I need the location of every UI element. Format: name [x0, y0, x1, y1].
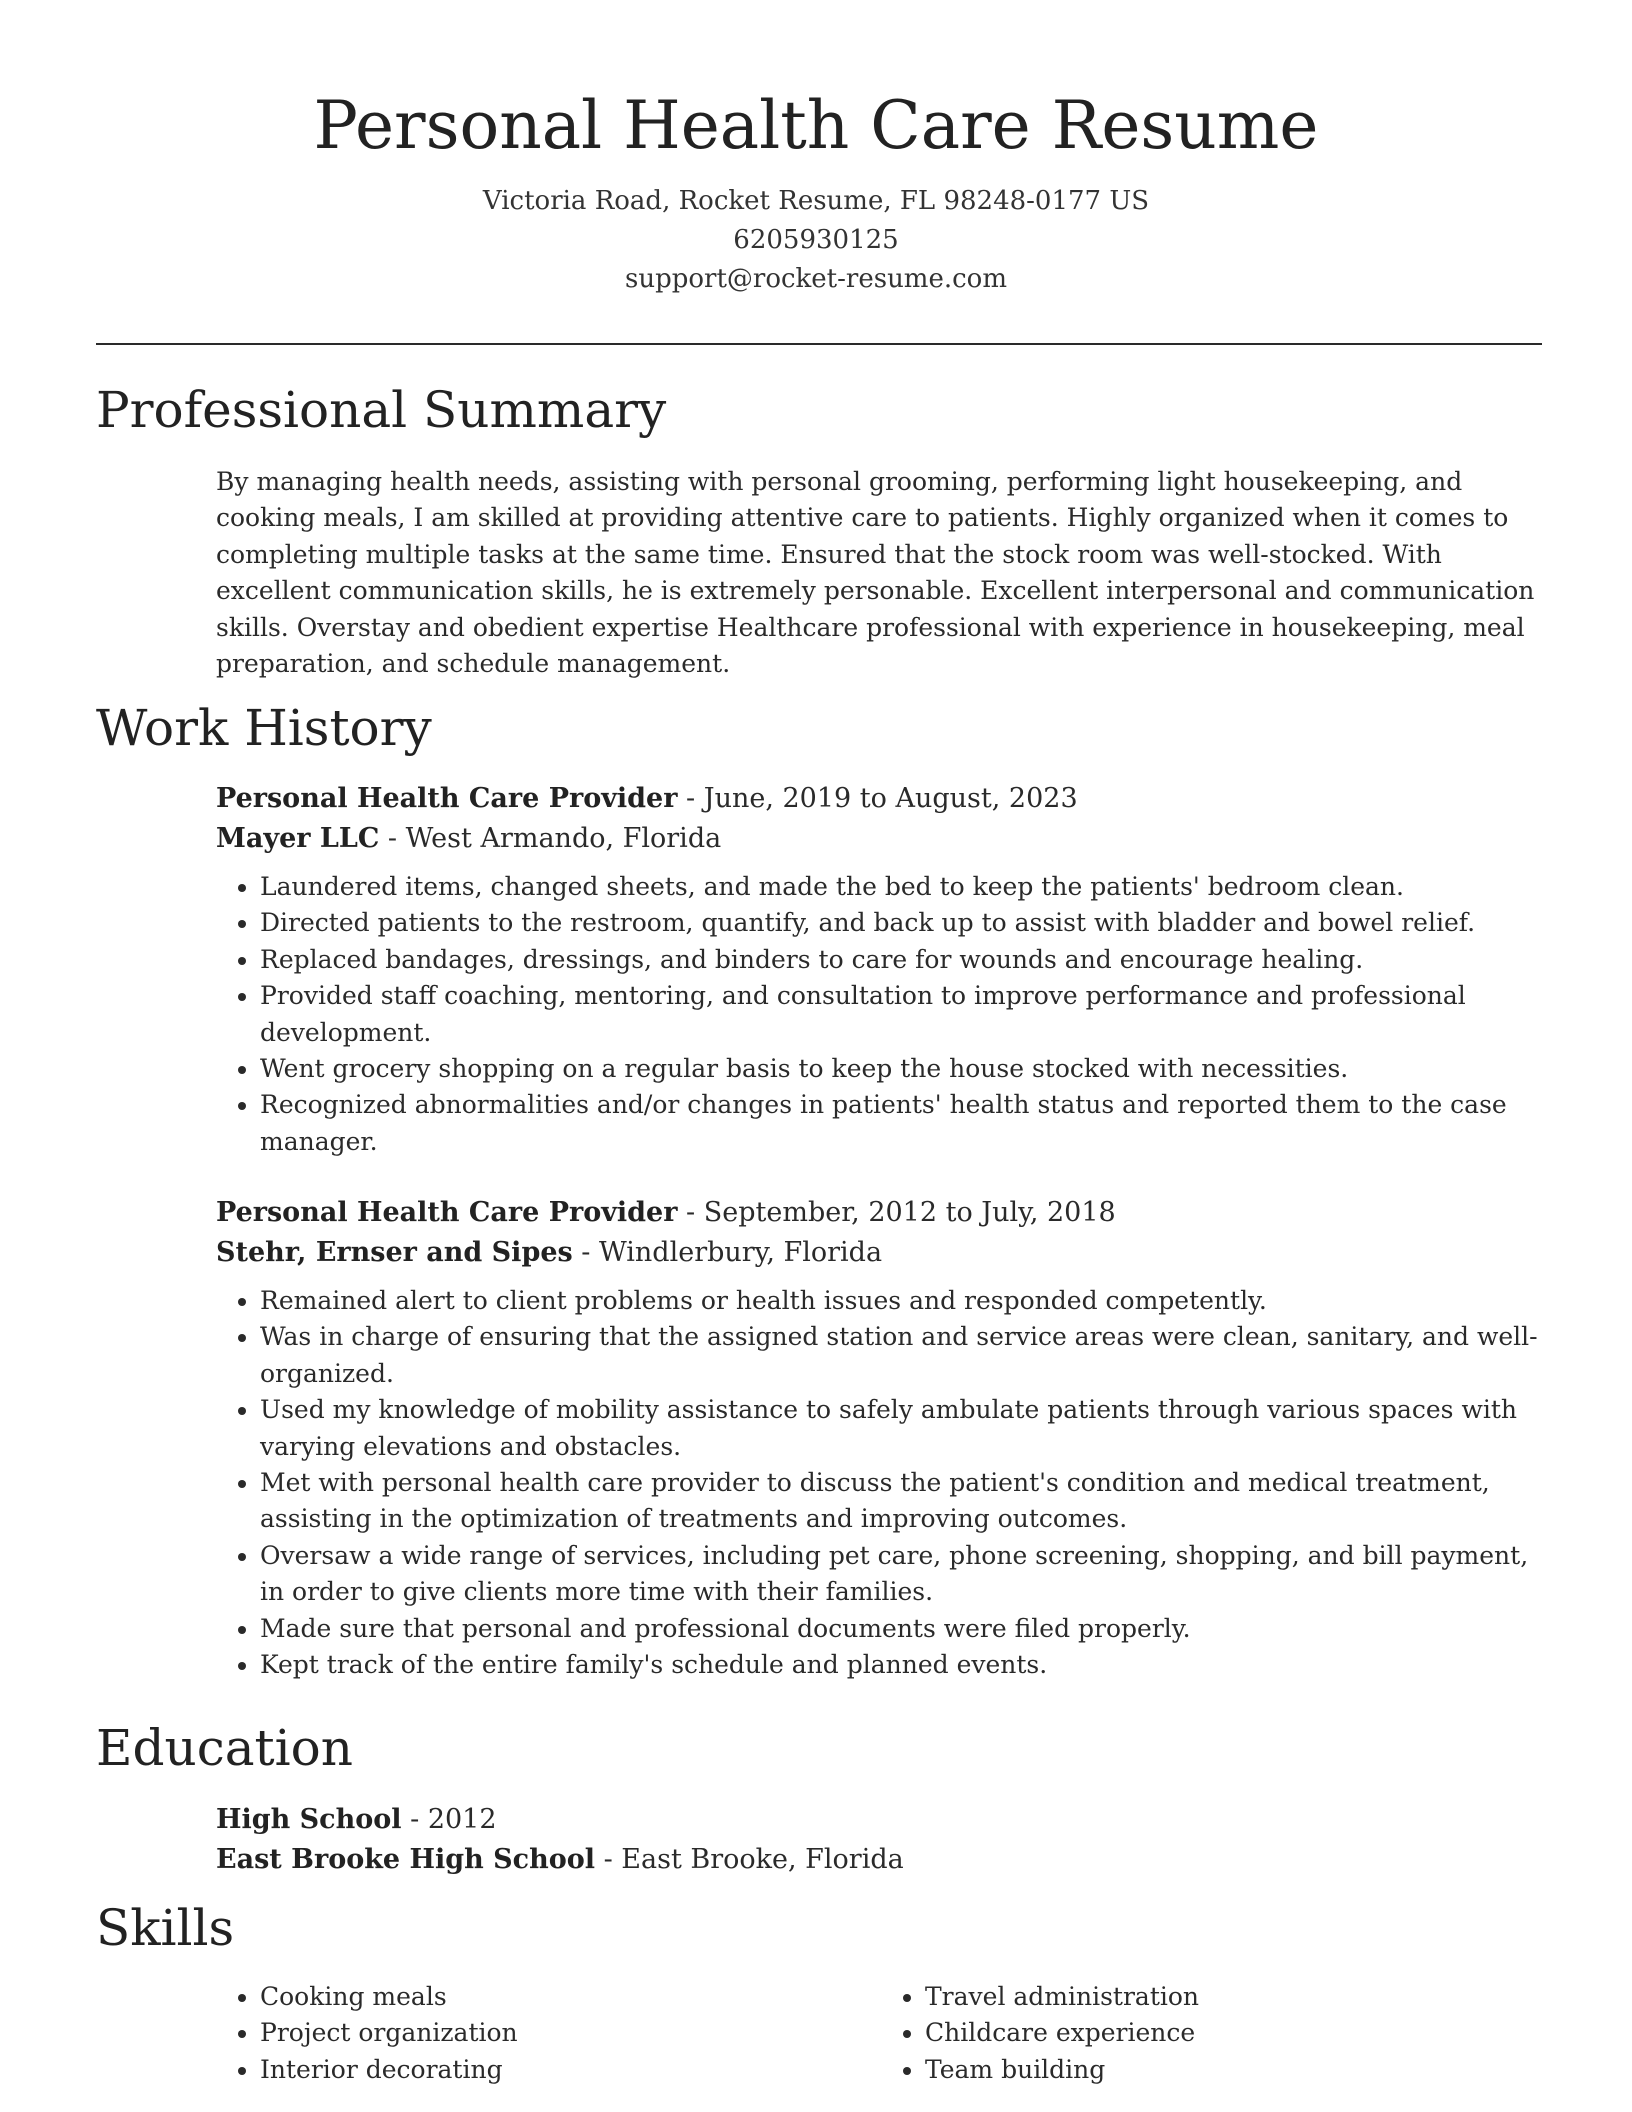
skills-columns: [216, 1979, 1546, 2088]
job-company: Stehr, Ernser and Sipes: [216, 1237, 573, 1268]
list-item: • Team building: [925, 2052, 1546, 2088]
skills-right-column: [881, 1979, 1546, 2088]
education-location: - East Brooke, Florida: [595, 1844, 904, 1875]
education-degree-line: [216, 1800, 1546, 1840]
list-item: • Kept track of the entire family's schedule and planned events.: [260, 1647, 1546, 1683]
contact-address: Victoria Road, Rocket Resume, FL 98248-0177 US: [482, 186, 1150, 216]
resume-header: [0, 0, 1632, 299]
job-dates: - September, 2012 to July, 2018: [677, 1197, 1116, 1228]
job-entry-1: [216, 779, 1546, 1160]
list-item: • Cooking meals: [260, 1979, 881, 2015]
education-degree: High School: [216, 1804, 402, 1835]
list-item: • Met with personal health care provider to discuss the patient's condition and medical treatment, assisting in the optimization of treatments and improving outcomes.: [260, 1465, 1546, 1538]
list-item: • Project organization: [260, 2015, 881, 2051]
job-bullets: [216, 1283, 1546, 1683]
list-item: • Interior decorating: [260, 2052, 881, 2088]
job-title: Personal Health Care Provider: [216, 783, 678, 814]
job-title-line: [216, 1193, 1546, 1233]
skills-heading: Skills: [96, 1899, 235, 1957]
list-item: • Used my knowledge of mobility assistance to safely ambulate patients through various spaces with varying elevations and obstacles.: [260, 1392, 1546, 1465]
summary-text: By managing health needs, assisting with personal grooming, performing light housekeeping, and cooking meals, I am skilled at providing attentive care to patients. Highly organized when it comes to completing multiple tasks at the same time. Ensured that the stock room was well-stocked. With excellent communication skills, he is extremely personable. Excellent interpersonal and communication skills. Overstay and obedient expertise Healthcare professional with experience in housekeeping, meal preparation, and schedule management.: [216, 467, 1535, 679]
skills-left-column: [216, 1979, 881, 2088]
list-item: • Made sure that personal and professional documents were filed properly.: [260, 1611, 1546, 1647]
job-company: Mayer LLC: [216, 823, 380, 854]
list-item: • Recognized abnormalities and/or changes in patients' health status and reported them to the case manager.: [260, 1087, 1546, 1160]
list-item: • Oversaw a wide range of services, including pet care, phone screening, shopping, and bill payment, in order to give clients more time with their families.: [260, 1538, 1546, 1611]
header-divider: [96, 343, 1542, 345]
education-year: - 2012: [401, 1804, 497, 1835]
resume-title: Personal Health Care Resume: [313, 87, 1319, 164]
contact-phone: 6205930125: [733, 225, 899, 255]
list-item: • Childcare experience: [925, 2015, 1546, 2051]
job-entry-2: [216, 1193, 1546, 1683]
contact-email: support@rocket-resume.com: [624, 264, 1007, 294]
list-item: • Laundered items, changed sheets, and made the bed to keep the patients' bedroom clean.: [260, 869, 1546, 905]
list-item: • Went grocery shopping on a regular basis to keep the house stocked with necessities.: [260, 1051, 1546, 1087]
list-item: • Replaced bandages, dressings, and binders to care for wounds and encourage healing.: [260, 942, 1546, 978]
education-school: East Brooke High School: [216, 1844, 596, 1875]
job-title-line: [216, 779, 1546, 819]
job-company-line: [216, 819, 1546, 859]
summary-heading: Professional Summary: [96, 381, 667, 439]
job-title: Personal Health Care Provider: [216, 1197, 678, 1228]
work-history-heading: Work History: [96, 699, 432, 757]
list-item: • Remained alert to client problems or health issues and responded competently.: [260, 1283, 1546, 1319]
education-school-line: [216, 1840, 1546, 1880]
list-item: • Provided staff coaching, mentoring, and consultation to improve performance and professional development.: [260, 978, 1546, 1051]
list-item: • Directed patients to the restroom, quantify, and back up to assist with bladder and bowel relief.: [260, 905, 1546, 941]
list-item: • Travel administration: [925, 1979, 1546, 2015]
education-heading: Education: [96, 1719, 353, 1777]
list-item: • Was in charge of ensuring that the assigned station and service areas were clean, sanitary, and well-organized.: [260, 1319, 1546, 1392]
job-location: - West Armando, Florida: [379, 823, 722, 854]
contact-block: [0, 182, 1632, 299]
education-entry: [216, 1800, 1546, 1880]
job-dates: - June, 2019 to August, 2023: [677, 783, 1078, 814]
job-company-line: [216, 1233, 1546, 1273]
job-bullets: [216, 869, 1546, 1160]
job-location: - Windlerbury, Florida: [572, 1237, 883, 1268]
